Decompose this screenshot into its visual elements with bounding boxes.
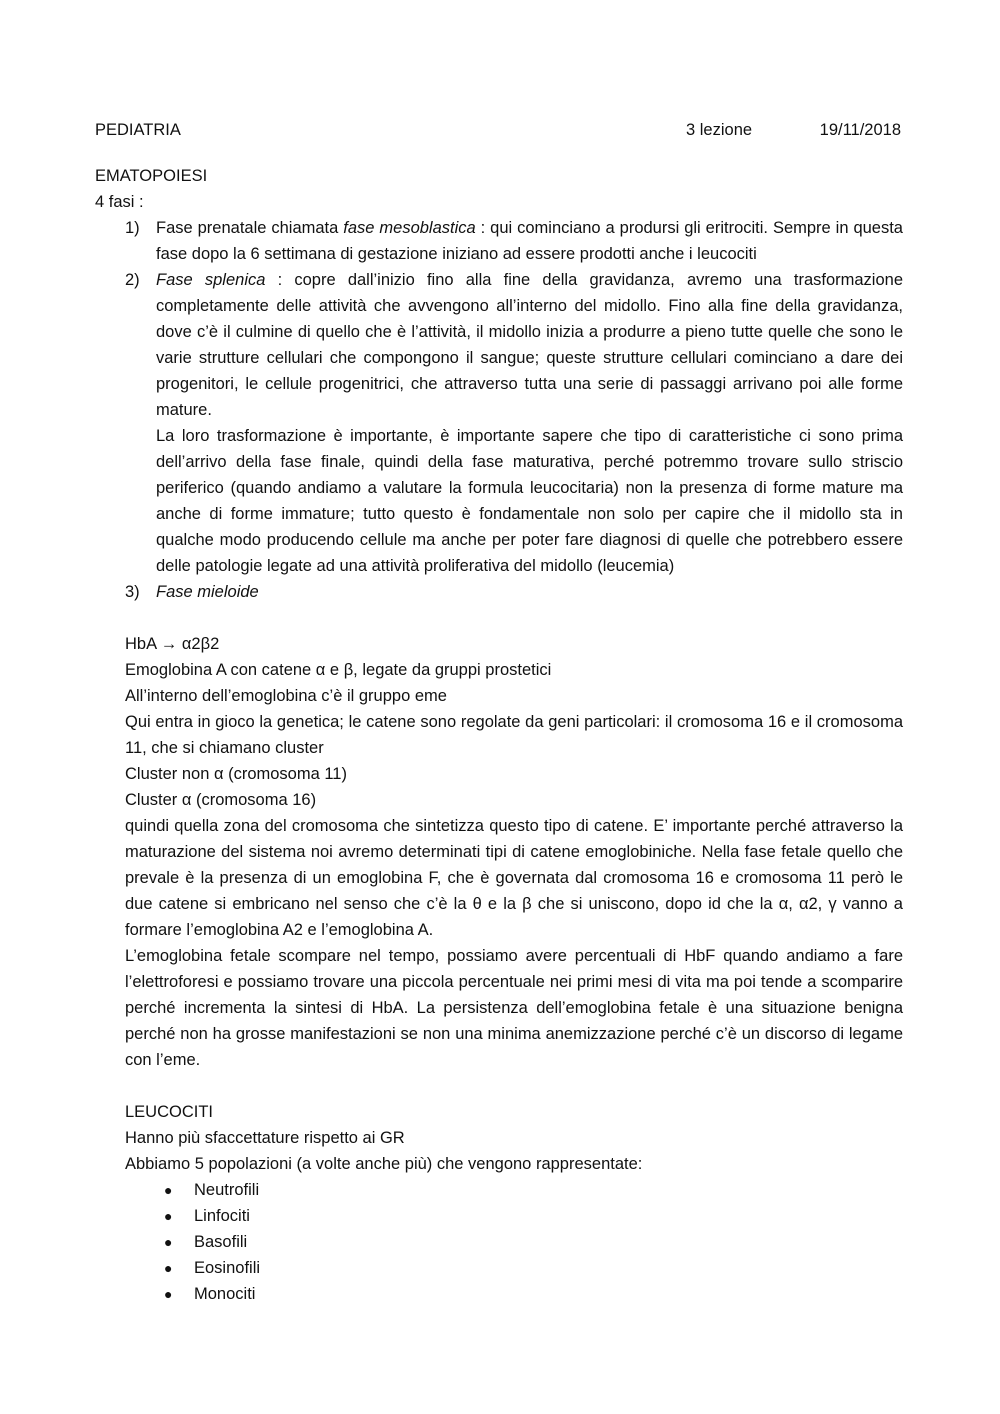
leukocyte-type: Neutrofili	[194, 1181, 260, 1199]
fetal-hemoglobin-paragraph: L’emoglobina fetale scompare nel tempo, possiamo avere percentuali di HbF quando andiamo a fare l’elettroforesi e possiamo trovare una piccola percentuale nei primi mesi di vita ma poi tende a scomparire perché incrementa la sintesi di HbA. La persistenza dell’emoglobina fetale è una situazione benigna perché non ha grosse manifestazioni se non una minima anemizzazione perché c’è un discorso di legame con l’eme.	[125, 947, 903, 1069]
page-header	[95, 121, 901, 143]
chains-paragraph: quindi quella zona del cromosoma che sintetizza questo tipo di catene. E’ importante perché attraverso la maturazione del sistema noi avremo determinati tipi di catene emoglobiniche. Nella fase fetale quello che prevale è la presenza di un emoglobina F, che è governata dal cromosoma 16 e cromosoma 11 però le due catene si embricano nel senso che c’è la θ e la β che si uniscono, dopo id che la α, α2, γ vanno a formare l’emoglobina A2 e l’emoglobina A.	[125, 817, 903, 939]
bullet-icon: ●	[164, 1260, 173, 1276]
list-item	[95, 1255, 903, 1281]
leukocyte-type: Monociti	[194, 1285, 256, 1303]
list-item	[95, 267, 903, 579]
arrow-icon: →	[160, 635, 178, 653]
leukocyte-list	[95, 1177, 903, 1307]
list-item	[95, 1229, 903, 1255]
phase-name: Fase splenica	[156, 271, 266, 289]
leukocyte-type: Linfociti	[194, 1207, 250, 1225]
list-item	[95, 579, 903, 605]
list-item	[95, 1281, 903, 1307]
cluster-non-alpha: Cluster non α (cromosoma 11)	[125, 765, 347, 783]
list-item	[95, 1203, 903, 1229]
section-title-ematopoiesi: EMATOPOIESI	[95, 167, 208, 185]
list-item	[95, 1177, 903, 1203]
hba-formula: α2β2	[181, 635, 220, 653]
phase-text: : copre dall’inizio fino alla fine della gravidanza, avremo una trasformazione completamente delle attività che avvengono all’interno del midollo. Fino alla fine della gravidanza, dove c’è il culmine di quello che è l’attività, il midollo inizia a produrre a pieno tutte quelle che sono le varie strutture cellulari che compongono il sangue; queste strutture cellulari cominciano a dare dei progenitori, le cellule progenitrici, che attraverso tutta una serie di passaggi arrivano poi alle forme mature.	[156, 271, 903, 419]
cluster-alpha: Cluster α (cromosoma 16)	[125, 791, 317, 809]
hba-formula-line	[125, 631, 903, 657]
list-number: 3)	[125, 583, 140, 601]
lesson-date: 19/11/2018	[819, 121, 901, 139]
bullet-icon: ●	[164, 1182, 173, 1198]
list-number: 2)	[125, 271, 140, 289]
document-body	[95, 163, 903, 1307]
leukocyte-type: Basofili	[194, 1233, 248, 1251]
list-number: 1)	[125, 219, 140, 237]
phase-name: fase mesoblastica	[343, 219, 476, 237]
course-title: PEDIATRIA	[95, 121, 181, 139]
section-title-leucociti: LEUCOCITI	[125, 1103, 214, 1121]
phase-text: : qui cominciano a prodursi gli eritrociti. Sempre in questa fase dopo la 6 settimana di gestazione iniziano ad essere prodotti anche i leucociti	[156, 219, 903, 263]
bullet-icon: ●	[164, 1208, 173, 1224]
hemoglobin-section	[95, 631, 903, 1177]
phase-text: Fase prenatale chiamata	[156, 219, 344, 237]
bullet-icon: ●	[164, 1234, 173, 1250]
text-line: Hanno più sfaccettature rispetto ai GR	[125, 1129, 405, 1147]
phases-list	[95, 215, 903, 605]
text-line: Emoglobina A con catene α e β, legate da gruppi prostetici	[125, 661, 552, 679]
text-line: All’interno dell’emoglobina c’è il gruppo eme	[125, 687, 447, 705]
lesson-number: 3 lezione	[686, 121, 753, 139]
phases-intro: 4 fasi :	[95, 193, 144, 211]
leukocyte-type: Eosinofili	[194, 1259, 261, 1277]
bullet-icon: ●	[164, 1286, 173, 1302]
text-line: Abbiamo 5 popolazioni (a volte anche più) che vengono rappresentate:	[125, 1155, 643, 1173]
hba-label: HbA	[125, 635, 157, 653]
genetics-paragraph: Qui entra in gioco la genetica; le catene sono regolate da geni particolari: il cromosoma 16 e il cromosoma 11, che si chiamano cluster	[125, 713, 903, 757]
phase-name: Fase mieloide	[156, 583, 259, 601]
phase-paragraph: La loro trasformazione è importante, è importante sapere che tipo di caratteristiche ci sono prima dell’arrivo della fase finale, quindi della fase maturativa, perché potremmo trovare sullo striscio periferico (quando andiamo a valutare la formula leucocitaria) non la presenza di forme mature ma anche di forme immature; tutto questo è fondamentale non solo per capire che il midollo sta in qualche modo producendo cellule ma anche per poter fare diagnosi di quelle che potrebbero essere delle patologie legate ad una attività proliferativa del midollo (leucemia)	[156, 427, 903, 575]
list-item	[95, 215, 903, 267]
